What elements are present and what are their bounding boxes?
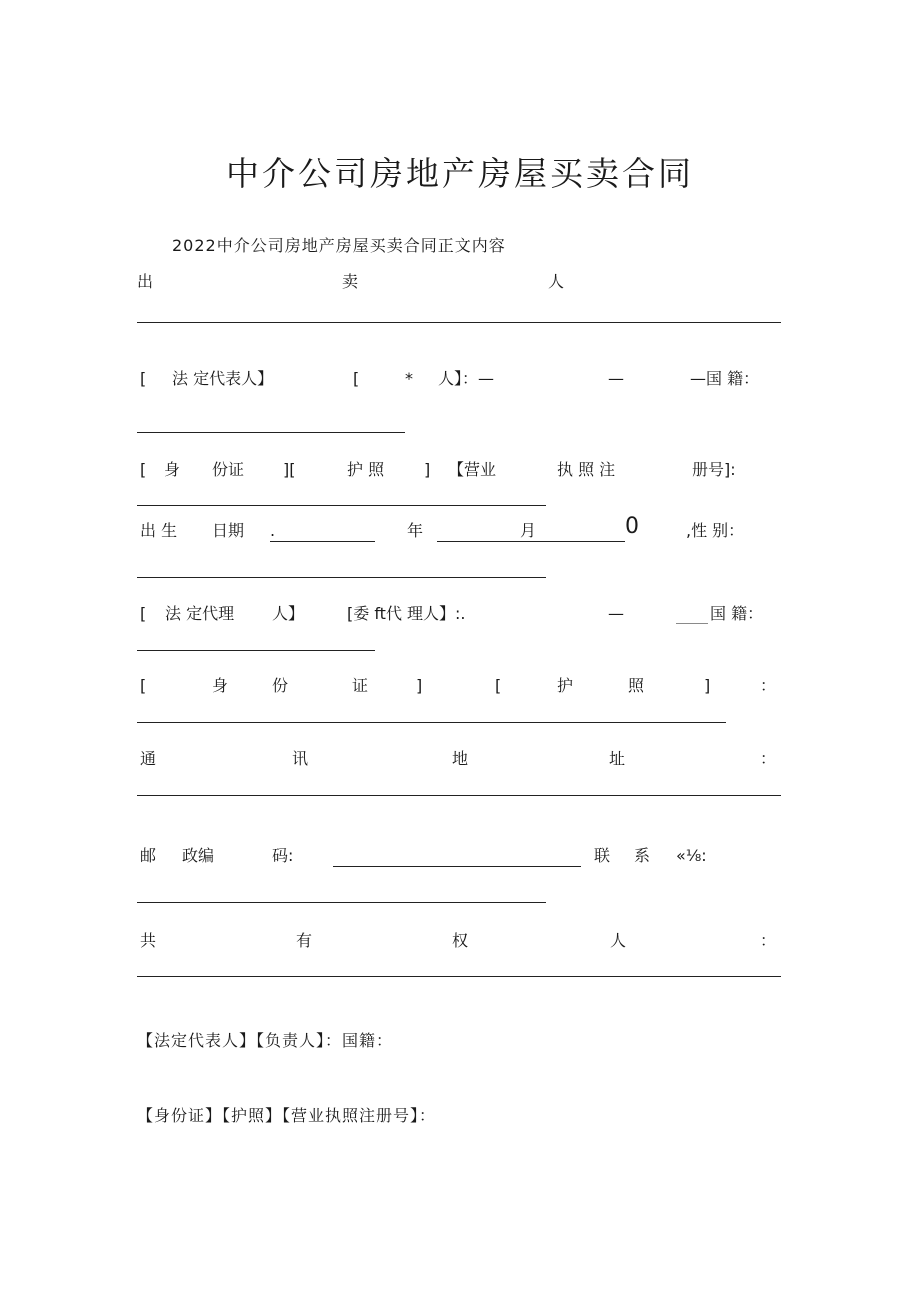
- id2-hu: 护: [557, 676, 574, 695]
- birth-fill-line: [137, 577, 546, 578]
- agent-dash: —: [608, 604, 624, 623]
- seller-label-chu: 出: [137, 272, 154, 291]
- legal-rep-fill-line: [137, 432, 405, 433]
- coowner-quan: 权: [452, 931, 469, 950]
- birth-label: 出 生: [140, 521, 178, 540]
- agent-legal-label: 法 定代理: [165, 604, 235, 623]
- agent-bracket: [: [140, 604, 147, 623]
- address-di: 地: [452, 749, 469, 768]
- agent-nationality-underline: [676, 623, 708, 624]
- birth-dot: .: [270, 521, 276, 540]
- id-regno-label: 册号]:: [692, 460, 736, 479]
- agent-nationality-label: 国 籍：: [710, 604, 764, 623]
- id2-bracket-3: [: [495, 676, 502, 695]
- id2-fill-line: [137, 722, 726, 723]
- birth-fill-month: [437, 541, 625, 542]
- address-colon: ：: [760, 749, 777, 768]
- id2-bracket-4: ]: [704, 676, 711, 695]
- postal-fill-line: [137, 902, 546, 903]
- id-bracket-close: ]: [424, 460, 431, 479]
- seller-label-mai: 卖: [342, 272, 359, 291]
- address-fill-line: [137, 795, 781, 796]
- postal-xi: 系: [634, 846, 651, 865]
- postal-you: 邮: [140, 846, 157, 865]
- legal-rep-label: 法 定代表人】: [172, 369, 274, 388]
- birth-date-label: 日期: [212, 521, 245, 540]
- coowner-colon: ：: [760, 931, 777, 950]
- legal-rep-star: *: [405, 369, 413, 388]
- postal-zhengbian: 政编: [182, 846, 215, 865]
- document-title: 中介公司房地产房屋买卖合同: [226, 154, 694, 193]
- id-fill-line: [137, 505, 546, 506]
- coowner-fill-line: [137, 976, 781, 977]
- id-passport-label: 护 照: [347, 460, 385, 479]
- birth-year-label: 年: [407, 521, 424, 540]
- address-tong: 通: [140, 749, 157, 768]
- bottom-legal-rep-line: 【法定代表人】【负责人】：国籍：: [137, 1031, 394, 1050]
- seller-fill-line: [137, 322, 781, 323]
- agent-entrusted-label: [委 ft代 理人】:.: [347, 604, 466, 623]
- postal-tail: «⅛:: [676, 846, 707, 865]
- legal-rep-bracket-2: [: [353, 369, 360, 388]
- coowner-ren: 人: [610, 931, 627, 950]
- id2-bracket-1: [: [140, 676, 147, 695]
- id-bracket-close-open: ][: [283, 460, 296, 479]
- id-license-label: 执 照 注: [557, 460, 616, 479]
- id2-shen: 身: [212, 676, 229, 695]
- legal-rep-dash: —: [608, 369, 624, 388]
- postal-ma: 码:: [272, 846, 294, 865]
- coowner-you: 有: [296, 931, 313, 950]
- seller-label-ren: 人: [548, 272, 565, 291]
- postal-code-fill: [333, 866, 581, 867]
- document-subtitle: 2022中介公司房地产房屋买卖合同正文内容: [172, 236, 506, 255]
- legal-rep-bracket: [: [140, 369, 147, 388]
- legal-rep-nationality: —国 籍：: [690, 369, 760, 388]
- address-xun: 讯: [292, 749, 309, 768]
- id2-zhao: 照: [628, 676, 645, 695]
- id2-zheng: 证: [352, 676, 369, 695]
- agent-fill-line: [137, 650, 375, 651]
- id-label-fenzheng: 份证: [212, 460, 245, 479]
- birth-gender-label: ,性 别：: [686, 521, 745, 540]
- id2-colon: ：: [760, 676, 777, 695]
- postal-lian: 联: [594, 846, 611, 865]
- coowner-gong: 共: [140, 931, 157, 950]
- birth-month-label: 月: [520, 521, 537, 540]
- birth-fill-date: [270, 541, 375, 542]
- id-business-label: 【营业: [448, 460, 497, 479]
- agent-ren-label: 人】: [272, 604, 305, 623]
- id-bracket: [: [140, 460, 147, 479]
- address-zhi: 址: [609, 749, 626, 768]
- id-label-shen: 身: [164, 460, 181, 479]
- bottom-id-line: 【身份证】【护照】【营业执照注册号】：: [137, 1106, 437, 1125]
- id2-fen: 份: [272, 676, 289, 695]
- id2-bracket-2: ]: [416, 676, 423, 695]
- birth-zero: 0: [625, 514, 639, 539]
- legal-rep-person: 人】：—: [438, 369, 495, 388]
